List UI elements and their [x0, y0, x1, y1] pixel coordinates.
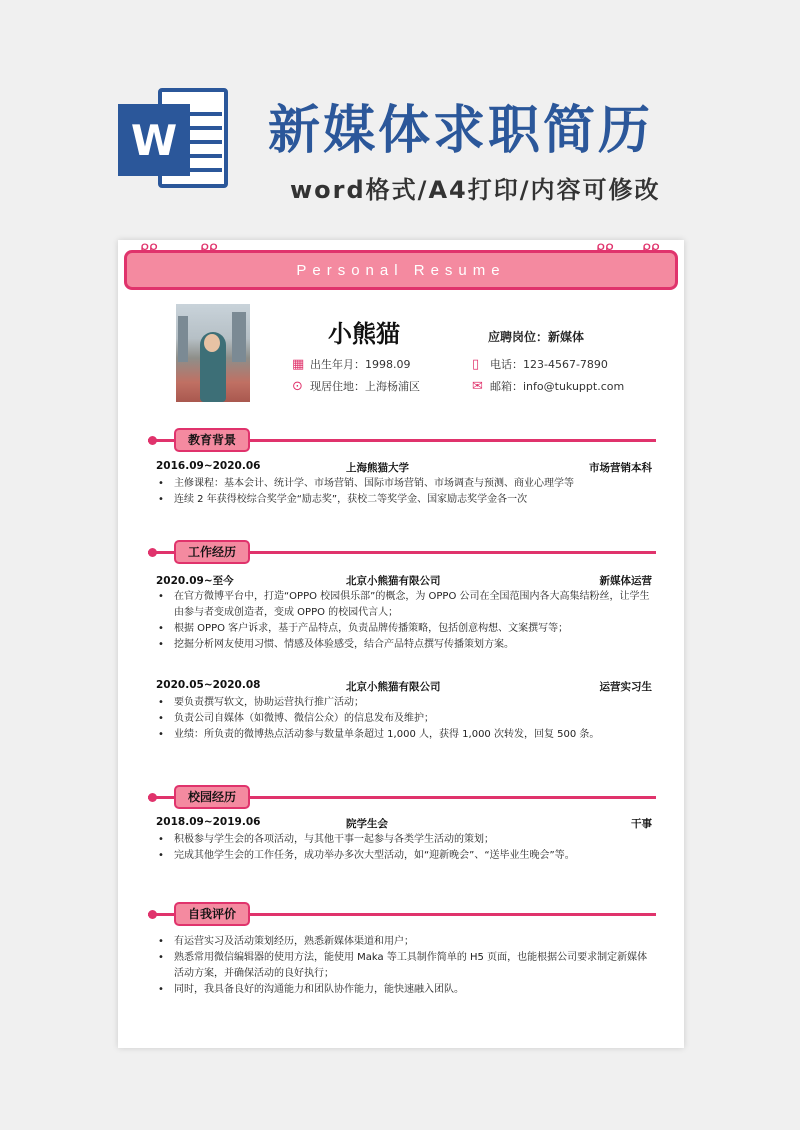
list-item: • 根据 OPPO 客户诉求，基于产品特点，负责品牌传播策略，包括创意构想、文案撰写等； — [156, 621, 656, 637]
calendar-icon: ▦ — [292, 356, 305, 372]
list-item: • 完成其他学生会的工作任务，成功举办多次大型活动，如“迎新晚会”、“送毕业生晚会”等。 — [156, 848, 656, 864]
list-item: • 在官方微博平台中，打造“OPPO 校园俱乐部”的概念，为 OPPO 公司在全国范围内各大高集结粉丝，让学生由参与者变成创造者，变成 OPPO 的校园代言人； — [156, 589, 656, 621]
address-info: ⊙ 现居住地：上海杨浦区 — [292, 378, 420, 394]
word-letter: W — [118, 104, 190, 176]
section-title: 校园经历 — [174, 785, 250, 809]
banner — [0, 0, 800, 240]
list-item: • 挖掘分析网友使用习惯、情感及体验感受，结合产品特点撰写传播策划方案。 — [156, 637, 656, 653]
word-logo-icon — [118, 88, 228, 188]
section-work — [148, 540, 656, 564]
list-item: • 积极参与学生会的各项活动，与其他干事一起参与各类学生活动的策划； — [156, 832, 656, 848]
banner-title: 新媒体求职简历 — [268, 101, 654, 161]
section-title: 工作经历 — [174, 540, 250, 564]
list-item: • 负责公司自媒体（如微博、微信公众）的信息发布及维护； — [156, 711, 656, 727]
section-campus — [148, 785, 656, 809]
work-row: 2020.09~至今 北京小熊猫有限公司 新媒体运营 — [156, 575, 652, 587]
work-row: 2020.05~2020.08 北京小熊猫有限公司 运营实习生 — [156, 679, 652, 693]
resume-header: Personal Resume — [124, 250, 678, 290]
resume-page — [118, 240, 684, 1048]
list-item: • 熟悉常用微信编辑器的使用方法，能使用 Maka 等工具制作简单的 H5 页面，也能根据公司要求制定新媒体活动方案，并确保活动的良好执行； — [156, 950, 656, 982]
list-item: • 连续 2 年获得校综合奖学金“励志奖”，获校二等奖学金、国家励志奖学金各一次 — [156, 492, 656, 508]
self-bullets — [156, 934, 656, 998]
birth-info: ▦ 出生年月：1998.09 — [292, 356, 411, 372]
section-title: 自我评价 — [174, 902, 250, 926]
mail-icon: ✉ — [472, 378, 483, 394]
phone-icon: ▯ — [472, 356, 480, 372]
phone-info: ▯ 电话：123-4567-7890 — [472, 356, 608, 372]
list-item: • 有运营实习及活动策划经历，熟悉新媒体渠道和用户； — [156, 934, 656, 950]
work-bullets — [156, 695, 656, 743]
email-info: ✉ 邮箱：info@tukuppt.com — [472, 378, 625, 394]
list-item: • 要负责撰写软文，协助运营执行推广活动； — [156, 695, 656, 711]
banner-subtitle: word格式/A4打印/内容可修改 — [290, 176, 661, 204]
campus-row: 2018.09~2019.06 院学生会 干事 — [156, 816, 652, 830]
section-title: 教育背景 — [174, 428, 250, 452]
education-row: 2016.09~2020.06 上海熊猫大学 市场营销本科 — [156, 460, 652, 474]
candidate-name: 小熊猫 — [328, 320, 400, 348]
apply-position: 应聘岗位：新媒体 — [488, 330, 585, 344]
work-bullets — [156, 589, 656, 653]
section-education — [148, 428, 656, 452]
campus-bullets — [156, 832, 656, 864]
list-item: • 业绩：所负责的微博热点活动参与数量单条超过 1,000 人，获得 1,000 次转发，回复 500 条。 — [156, 727, 656, 743]
list-item: • 同时，我具备良好的沟通能力和团队协作能力，能快速融入团队。 — [156, 982, 656, 998]
list-item: • 主修课程：基本会计、统计学、市场营销、国际市场营销、市场调查与预测、商业心理学等 — [156, 476, 656, 492]
education-bullets — [156, 476, 656, 508]
profile-photo — [176, 304, 250, 402]
section-self — [148, 902, 656, 926]
location-icon: ⊙ — [292, 378, 303, 394]
